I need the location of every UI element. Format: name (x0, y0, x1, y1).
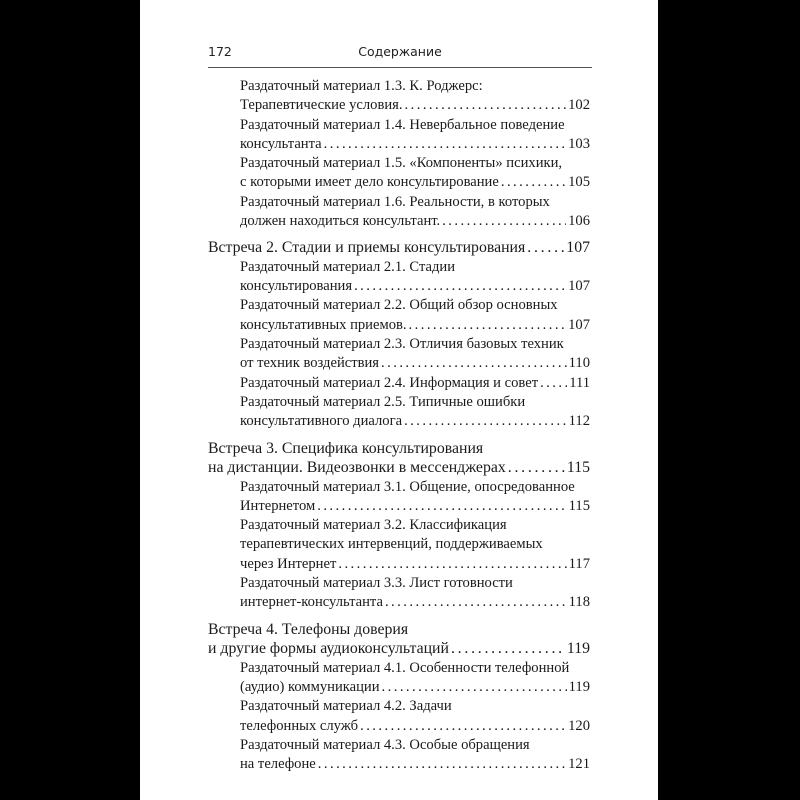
toc-subentry[interactable] (208, 659, 590, 698)
leader-dots (540, 374, 567, 393)
entry-title-line: (аудио) коммуникации (240, 678, 380, 695)
entry-title-line: терапевтических интервенций, поддерживаемых (240, 536, 543, 553)
toc-subentry[interactable] (208, 516, 590, 574)
table-of-contents (208, 77, 590, 774)
leader-dots (354, 277, 566, 296)
toc-subentry[interactable] (208, 697, 590, 736)
entry-page-number: 112 (568, 413, 590, 430)
toc-subentry[interactable] (208, 574, 590, 613)
leader-dots (324, 135, 566, 154)
toc-subentry[interactable] (208, 296, 590, 335)
entry-page-number: 118 (568, 594, 590, 611)
entry-last-line (240, 497, 590, 516)
leader-dots (442, 212, 566, 231)
toc-subentry[interactable] (208, 374, 590, 393)
entry-title-line: Раздаточный материал 2.5. Типичные ошибки (240, 393, 526, 410)
entry-page-number: 107 (568, 316, 590, 333)
running-title: Содержание (358, 44, 442, 59)
entry-title-line: через Интернет (240, 555, 337, 572)
leader-dots (338, 555, 566, 574)
entry-title-line: консультирования (240, 278, 353, 295)
entry-title-line: консультативных приемов. (240, 316, 407, 333)
entry-title-line: и другие формы аудиоконсультаций (208, 640, 449, 658)
leader-dots (451, 639, 565, 659)
leader-dots (318, 755, 566, 774)
entry-page-number: 105 (568, 174, 590, 191)
entry-title-line: на дистанции. Видеозвонки в мессенджерах (208, 459, 506, 477)
entry-last-line (240, 755, 590, 774)
entry-page-number: 120 (568, 717, 590, 734)
entry-title-line: Раздаточный материал 1.5. «Компоненты» психики, (240, 155, 563, 172)
entry-page-number: 103 (568, 135, 590, 152)
entry-title-line: Раздаточный материал 1.3. К. Роджерс: (240, 78, 483, 94)
toc-subentry[interactable] (208, 154, 590, 193)
entry-title-line: Раздаточный материал 3.3. Лист готовности (240, 575, 513, 592)
entry-last-line (208, 238, 590, 258)
entry-title-line: Интернетом (240, 497, 316, 514)
leader-dots (385, 593, 567, 612)
leader-dots (317, 497, 566, 516)
toc-section-entry[interactable] (208, 238, 590, 258)
entry-page-number: 110 (568, 355, 590, 372)
toc-subentry[interactable] (208, 77, 590, 116)
entry-title-line: Раздаточный материал 2.4. Информация и совет (240, 374, 539, 391)
entry-last-line (240, 135, 590, 154)
leader-dots (382, 678, 567, 697)
entry-title-line: от техник воздействия (240, 355, 380, 372)
entry-page-number: 107 (566, 239, 590, 257)
entry-title-line: Раздаточный материал 3.2. Классификация (240, 517, 507, 534)
entry-title-line: интернет-консультанта (240, 594, 383, 611)
leader-dots (527, 238, 564, 258)
entry-last-line (240, 374, 590, 393)
leader-dots (381, 354, 567, 373)
entry-last-line (240, 212, 590, 231)
toc-subentry[interactable] (208, 736, 590, 775)
entry-last-line (240, 678, 590, 697)
entry-last-line (240, 277, 590, 296)
entry-title-line: Раздаточный материал 2.3. Отличия базовых техник (240, 336, 564, 353)
entry-page-number: 121 (568, 756, 590, 773)
entry-last-line (240, 717, 590, 736)
leader-dots (501, 173, 566, 192)
entry-page-number: 119 (568, 678, 590, 695)
entry-page-number: 115 (568, 497, 590, 514)
entry-last-line (208, 639, 590, 659)
toc-subentry[interactable] (208, 478, 590, 517)
entry-title-line: Раздаточный материал 1.4. Невербальное поведение (240, 116, 565, 133)
entry-last-line (240, 173, 590, 192)
leader-dots (360, 717, 566, 736)
entry-page-number: 107 (568, 278, 590, 295)
entry-last-line (240, 412, 590, 431)
toc-subentry[interactable] (208, 116, 590, 155)
entry-title-line: должен находиться консультант. (240, 213, 441, 230)
entry-title-line: Раздаточный материал 4.2. Задачи (240, 698, 452, 715)
entry-last-line (240, 555, 590, 574)
entry-title-line: с которыми имеет дело консультирование (240, 174, 499, 191)
entry-page-number: 117 (568, 555, 590, 572)
entry-last-line (240, 354, 590, 373)
entry-title-line: Встреча 3. Специфика консультирования (208, 439, 484, 457)
toc-section-entry[interactable] (208, 620, 590, 659)
leader-dots (404, 412, 567, 431)
entry-page-number: 106 (568, 213, 590, 230)
entry-title-line: Раздаточный материал 1.6. Реальности, в которых (240, 193, 550, 210)
entry-title-line: Встреча 4. Телефоны доверия (208, 620, 409, 638)
toc-subentry[interactable] (208, 258, 590, 297)
entry-title-line: Раздаточный материал 4.1. Особенности телефонной (240, 659, 570, 676)
entry-page-number: 102 (568, 97, 590, 114)
entry-page-number: 111 (569, 374, 590, 391)
entry-title-line: Терапевтические условия. (240, 97, 403, 114)
entry-title-line: консультанта (240, 135, 322, 152)
running-header (208, 42, 592, 68)
leader-dots (409, 316, 567, 335)
page-number: 172 (208, 44, 232, 59)
entry-last-line (240, 96, 590, 115)
toc-section-entry[interactable] (208, 439, 590, 478)
toc-subentry[interactable] (208, 393, 590, 432)
entry-last-line (208, 458, 590, 478)
book-page (140, 0, 658, 800)
entry-last-line (240, 593, 590, 612)
entry-title-line: Раздаточный материал 3.1. Общение, опосредованное (240, 478, 575, 495)
entry-page-number: 115 (566, 459, 590, 477)
entry-title-line: Раздаточный материал 2.2. Общий обзор основных (240, 297, 558, 314)
entry-page-number: 119 (566, 640, 590, 658)
entry-title-line: на телефоне (240, 756, 316, 773)
entry-title-line: телефонных служб (240, 717, 359, 734)
entry-title-line: Встреча 2. Стадии и приемы консультирования (208, 239, 526, 257)
leader-dots (508, 458, 565, 478)
leader-dots (405, 96, 567, 115)
toc-subentry[interactable] (208, 335, 590, 374)
toc-subentry[interactable] (208, 193, 590, 232)
entry-title-line: Раздаточный материал 4.3. Особые обращения (240, 736, 530, 753)
entry-title-line: Раздаточный материал 2.1. Стадии (240, 258, 456, 275)
entry-title-line: консультативного диалога (240, 413, 403, 430)
entry-last-line (240, 316, 590, 335)
